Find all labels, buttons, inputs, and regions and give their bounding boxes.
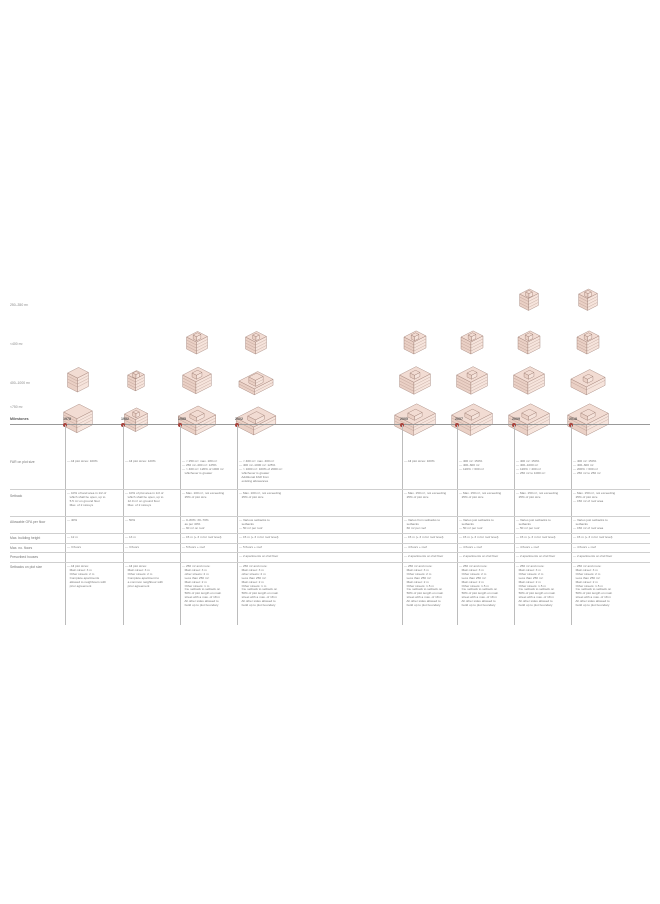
cell-plot: — 250 m² and more: Main street: 3 m other streets: 2 m Less than 250 m²: Main street: 2 m Other streets: 1 m Ca. setback to setback on 50% of plot length on main street with a max. of 18 m All other sides allowed to build up to plot boundary bbox=[239, 564, 279, 608]
cell-setback: — Max. 100 m², not exceeding 25% of plot size bbox=[239, 491, 282, 499]
building-block bbox=[553, 272, 623, 322]
cell-height: — 15 m (+ 3 m for roof level) bbox=[459, 535, 499, 539]
year-2002: 2002 bbox=[235, 417, 243, 421]
row-label-far: FAR on plot size bbox=[10, 460, 35, 464]
timeline-axis bbox=[10, 424, 650, 425]
year-2018: 2018 bbox=[569, 417, 577, 421]
row-label-height: Max. building height bbox=[10, 536, 41, 540]
row-separator bbox=[10, 516, 650, 517]
cell-houses: — 2 apartments on 2nd floor bbox=[459, 554, 499, 558]
cell-height: — 15 m (+ 3 m for roof level) bbox=[516, 535, 556, 539]
cell-setback: — Max. 150 m², not exceeding 25% of plot size bbox=[404, 491, 447, 499]
cell-height: — 12 m bbox=[67, 535, 78, 539]
cell-far: — All plot sizes: 100% bbox=[67, 459, 98, 463]
cell-far: — 400 m²: 150% — 400–600 m² — 120% < 600 m² bbox=[459, 459, 485, 471]
cell-floors: — 4 floors + roof bbox=[573, 545, 596, 549]
column-divider bbox=[571, 425, 572, 625]
row-separator bbox=[10, 489, 650, 490]
cell-floors: — 5 floors + roof bbox=[239, 545, 262, 549]
milestones-header: Milestones bbox=[10, 417, 29, 421]
cell-setback: — Max. 150 m², not exceeding 25% of plot size — 150 m² of roof area bbox=[573, 491, 616, 503]
cell-houses: — 2 apartments on 2nd floor bbox=[516, 554, 556, 558]
cell-gfa: — 50% bbox=[125, 518, 136, 522]
cell-height: — 15 m (+ 3 m for roof level) bbox=[239, 535, 279, 539]
row-separator bbox=[10, 552, 650, 553]
cell-plot: — All plot sizes: Main street: 3 m Other streets: 2 m Complete apartments allowed to neighbours with prior agreement bbox=[67, 564, 107, 588]
cell-far: — < 400 m²: max. 400 m² — 400 m²–1000 m²: 125% — > 1000 m²: 100% of 2000 m² whichever is greater Additional FAR from existing allowances bbox=[239, 459, 283, 483]
row-label-gfa: Allowable GFA per floor bbox=[10, 520, 46, 524]
cell-floors: — 4 floors + roof bbox=[516, 545, 539, 549]
cell-far: — All plot sizes: 120% bbox=[125, 459, 156, 463]
size-label-medium: <400 m² bbox=[10, 342, 23, 346]
cell-floors: — 3 floors bbox=[125, 545, 140, 549]
cell-gfa: — Varies just setbacks to setbacks — 150 m² of roof area bbox=[573, 518, 608, 530]
year-1982: 1982 bbox=[121, 417, 129, 421]
cell-houses: — 2 apartments on 2nd floor bbox=[404, 554, 444, 558]
row-separator bbox=[10, 562, 650, 563]
cell-setback: — Max. 150 m², not exceeding 25% of plot size bbox=[459, 491, 502, 499]
cell-gfa: — Various setbacks to setbacks — 50 m² per roof bbox=[239, 518, 270, 530]
column-divider bbox=[123, 425, 124, 625]
size-label-largest: <750 m² bbox=[10, 405, 23, 409]
cell-floors: — 4 floors + roof bbox=[404, 545, 427, 549]
column-divider bbox=[237, 425, 238, 625]
building-block bbox=[221, 315, 291, 365]
cell-plot: — 250 m² and more: Main street: 3 m other streets: 2 m Less than 250 m²: Main street: 2 m Other streets: 1 m Ca. setback to setback on 50% of plot length on main street with a max. of 18 m All other sides allowed to build up to plot boundary bbox=[182, 564, 222, 608]
cell-far: — 400 m²: 150% — 400–1000 m² — 120% < 400 m² — 250 m² to 1000 m² bbox=[516, 459, 546, 475]
column-divider bbox=[457, 425, 458, 625]
cell-gfa: — 0–80%: 30–70% as per 40% — 60 m² on roof bbox=[182, 518, 209, 530]
column-divider bbox=[402, 425, 403, 625]
cell-houses: — 2 apartments on 2nd floor bbox=[239, 554, 279, 558]
row-label-setback: Setback bbox=[10, 494, 23, 498]
row-separator bbox=[10, 543, 650, 544]
year-1978: 1978 bbox=[63, 417, 71, 421]
cell-floors: — 5 floors + roof bbox=[182, 545, 205, 549]
year-2005: 2005 bbox=[400, 417, 408, 421]
column-divider bbox=[65, 425, 66, 625]
building-block bbox=[553, 315, 623, 365]
cell-far: — All plot sizes: 100% bbox=[404, 459, 435, 463]
cell-gfa: — Varies from setbacks to setbacks 60 m² per roof bbox=[404, 518, 441, 530]
cell-height: — 15 m (+ 3 m for roof level) bbox=[404, 535, 444, 539]
row-label-plot-setbacks: Setbacks on plot size bbox=[10, 565, 43, 569]
cell-setback: — 10% of plot area in 1/2 of which shall be open, up to 12.0 m² on ground floor Max. of 2 storeys bbox=[125, 491, 164, 507]
year-2009: 2009 bbox=[512, 417, 520, 421]
row-label-floors: Max. no. floors bbox=[10, 546, 33, 550]
cell-houses: — 2 apartments on 2nd floor bbox=[573, 554, 613, 558]
cell-plot: — 250 m² and more: Main street: 3 m Other streets: 2 m Less than 250 m²: Main street: 2 m Other streets: 1.5 m Ca. setback to setback on 50% of plot length on main street with a max. of 18 m All other sides allowed to build up to plot boundary bbox=[573, 564, 613, 608]
cell-gfa: — Varies just setbacks to setbacks — 50 m² per roof bbox=[459, 518, 494, 530]
cell-setback: — 10% of land area in 1/2 of which shall be open, up to 5.5 m² on ground floor Max. of 2 storeys bbox=[67, 491, 107, 507]
row-separator bbox=[10, 533, 650, 534]
cell-setback: — Max. 100 m², not exceeding 25% of plot size bbox=[182, 491, 225, 499]
cell-far: — 400 m²: 150% — 400–600 m² — 200% < 600 m² — 250 m² to 250 m² bbox=[573, 459, 601, 475]
cell-gfa: — Varies just setbacks to setbacks — 50 m² per roof bbox=[516, 518, 551, 530]
cell-setback: — Max. 150 m², not exceeding 25% of plot size bbox=[516, 491, 559, 499]
size-label-small: 250–350 m² bbox=[10, 303, 29, 307]
cell-floors: — 3 floors bbox=[67, 545, 82, 549]
cell-far: — < 250 m²: max. 180 m² — 250 m²–400 m²: 125% — > 400 m²: 120% of 1000 m² whichever is greater bbox=[182, 459, 224, 475]
cell-height: — 15 m (+ 3 m for roof level) bbox=[573, 535, 613, 539]
cell-floors: — 4 floors + roof bbox=[459, 545, 482, 549]
cell-plot: — All plot sizes: Main street: 3 m Other streets: 2 m Complete apartment to a common neighbour with prior agreement bbox=[125, 564, 164, 588]
column-divider bbox=[180, 425, 181, 625]
building-block bbox=[101, 353, 171, 403]
cell-plot: — 250 m² and more: Main street: 3 m Other streets: 2 m Less than 250 m²: Main street: 2 m Other streets: 1.5 m Ca. setback to setback on 50% of plot length on main street with a max. of 18 m All other sides allowed to build up to plot boundary bbox=[404, 564, 444, 608]
cell-height: — 15 m (+ 3 m for roof level) bbox=[182, 535, 222, 539]
row-label-houses: Prescribed houses bbox=[10, 555, 39, 559]
cell-height: — 13 m bbox=[125, 535, 136, 539]
year-1985: 1985 bbox=[178, 417, 186, 421]
cell-plot: — 250 m² and more: Main street: 3 m Other streets: 2 m Less than 250 m²: Main street: 2 m Other streets: 1.5 m Ca. setback to setback on 50% of plot length on main street with a max. of 18 m All other sides allowed to build up to plot boundary bbox=[516, 564, 556, 608]
size-label-large: 400–1000 m² bbox=[10, 381, 30, 385]
cell-gfa: — 40% bbox=[67, 518, 78, 522]
cell-plot: — 250 m² and more: Main street: 3 m Other streets: 2 m Less than 250 m²: Main street: 2 m Other streets: 1.5 m Ca. setback to setback on 50% of plot length on main street with a max. of 18 m All other sides allowed to build up to plot boundary bbox=[459, 564, 499, 608]
year-2007: 2007 bbox=[455, 417, 463, 421]
column-divider bbox=[514, 425, 515, 625]
